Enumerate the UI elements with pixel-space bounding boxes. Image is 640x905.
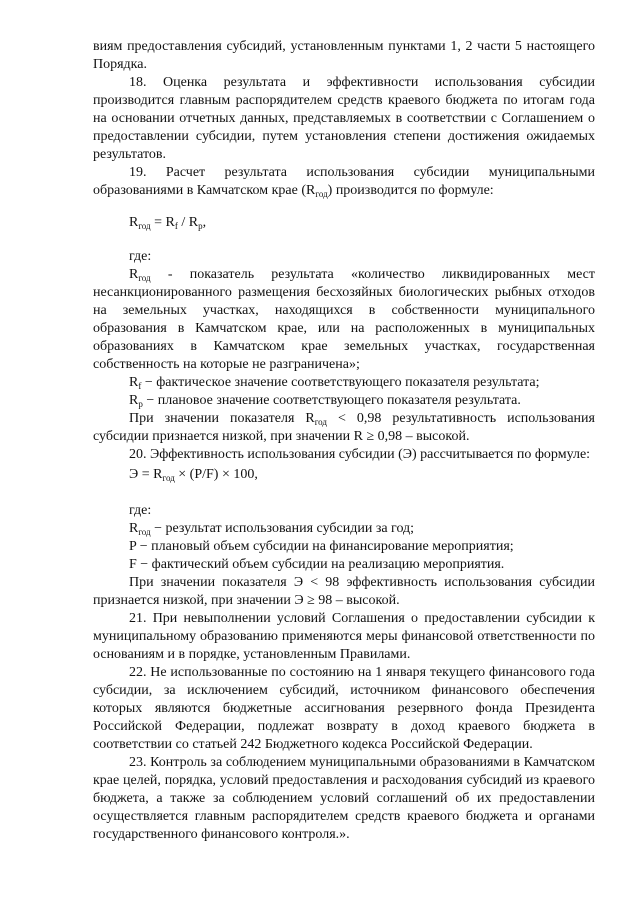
def1-symbol: R	[129, 267, 139, 282]
formula-result-r: R	[129, 215, 139, 230]
paragraph-continuation: виям предоставления субсидий, установленным пунктами 1, 2 части 5 настоящего Порядка.	[93, 39, 595, 72]
paragraph-18: 18. Оценка результата и эффективности использования субсидии производится главным распорядителем средств краевого бюджета по итогам года на основании отчетных данных, представляемых в соответствии с Соглашением о предоставлении субсидии, путем установления степени достижения ожидаемых результатов.	[93, 75, 595, 162]
formula-eff-sub: год	[162, 473, 175, 483]
result-threshold-note	[93, 410, 595, 446]
formula-eff-a: Э = R	[129, 467, 163, 482]
def2-symbol: R	[129, 375, 139, 390]
def2-text: − фактическое значение соответствующего показателя результата;	[141, 375, 540, 390]
document-page	[93, 38, 595, 844]
formula-result-r-sub: год	[138, 221, 151, 231]
formula-result-p-sub: p	[198, 221, 203, 231]
formula-result-end: ,	[202, 215, 207, 230]
formula-eff-b: × (P/F) × 100,	[174, 467, 258, 482]
formula-result	[93, 214, 595, 232]
definition-r-p	[93, 392, 595, 410]
def3-symbol: R	[129, 393, 139, 408]
definition-p: P − плановый объем субсидии на финансирование мероприятия;	[129, 539, 514, 554]
efficiency-threshold-note: При значении показателя Э < 98 эффективность использования субсидии признается низкой, при значении Э ≥ 98 – высокой.	[93, 575, 595, 608]
def3-text: − плановое значение соответствующего показателя результата.	[142, 393, 521, 408]
low1-subscript: год	[314, 417, 328, 427]
def4-text: − результат использования субсидии за год;	[150, 521, 415, 536]
def1-text: - показатель результата «количество ликвидированных мест несанкционированного размещения бесхозяйных биологических рыбных отходов на земельных участках, находящихся в собственности муниципального образования в Камчатском крае, или на расположенных в муниципальных образованиях в Камчатском крае земельных участках, государственная собственность на которые не разграничена»;	[93, 267, 595, 372]
p19-subscript: год	[315, 189, 328, 199]
def4-symbol: R	[129, 521, 139, 536]
paragraph-21: 21. При невыполнении условий Соглашения о предоставлении субсидии к муниципальному образованию применяются меры финансовой ответственности по основаниям и в порядке, установленным Правилами.	[93, 611, 595, 662]
formula-result-div: / R	[177, 215, 199, 230]
p19-text-b: ) производится по формуле:	[327, 183, 494, 198]
paragraph-23: 23. Контроль за соблюдением муниципальными образованиями в Камчатском крае целей, порядка, условий предоставления и расходования субсидий из краевого бюджета, а также за соблюдением условий соглашений об их предоставлении осуществляется главным распорядителем средств краевого бюджета и органами государственного финансового контроля.».	[93, 755, 595, 842]
low1-text-a: При значении показателя R	[129, 411, 315, 426]
definition-r-god-result	[93, 520, 595, 538]
paragraph-20: 20. Эффективность использования субсидии (Э) рассчитывается по формуле:	[129, 447, 591, 462]
definition-r-f	[93, 374, 595, 392]
definition-f: F − фактический объем субсидии на реализацию мероприятия.	[129, 557, 505, 572]
definition-r-god	[93, 266, 595, 374]
formula-result-f-sub: f	[174, 221, 178, 231]
where-label-1: где:	[129, 249, 152, 264]
def4-subscript: год	[138, 527, 151, 537]
p19-text-a: 19. Расчет результата использования субсидии муниципальными образованиями в Камчатском крае (R	[93, 165, 595, 198]
formula-result-eq: = R	[150, 215, 175, 230]
formula-efficiency	[93, 466, 595, 484]
def2-subscript: f	[138, 381, 142, 391]
low1-text-b: < 0,98 результативность использования субсидии признается низкой, при значении R ≥ 0,98 – высокой.	[93, 411, 595, 444]
def3-subscript: p	[138, 399, 143, 409]
paragraph-22: 22. Не использованные по состоянию на 1 января текущего финансового года субсидии, за исключением субсидий, источником финансового обеспечения которых являются бюджетные ассигнования резервного фонда Президента Российской Федерации, подлежат возврату в доход краевого бюджета в соответствии со статьей 242 Бюджетного кодекса Российской Федерации.	[93, 665, 595, 752]
def1-subscript: год	[138, 273, 151, 283]
where-label-2: где:	[129, 503, 152, 518]
paragraph-19	[93, 164, 595, 200]
